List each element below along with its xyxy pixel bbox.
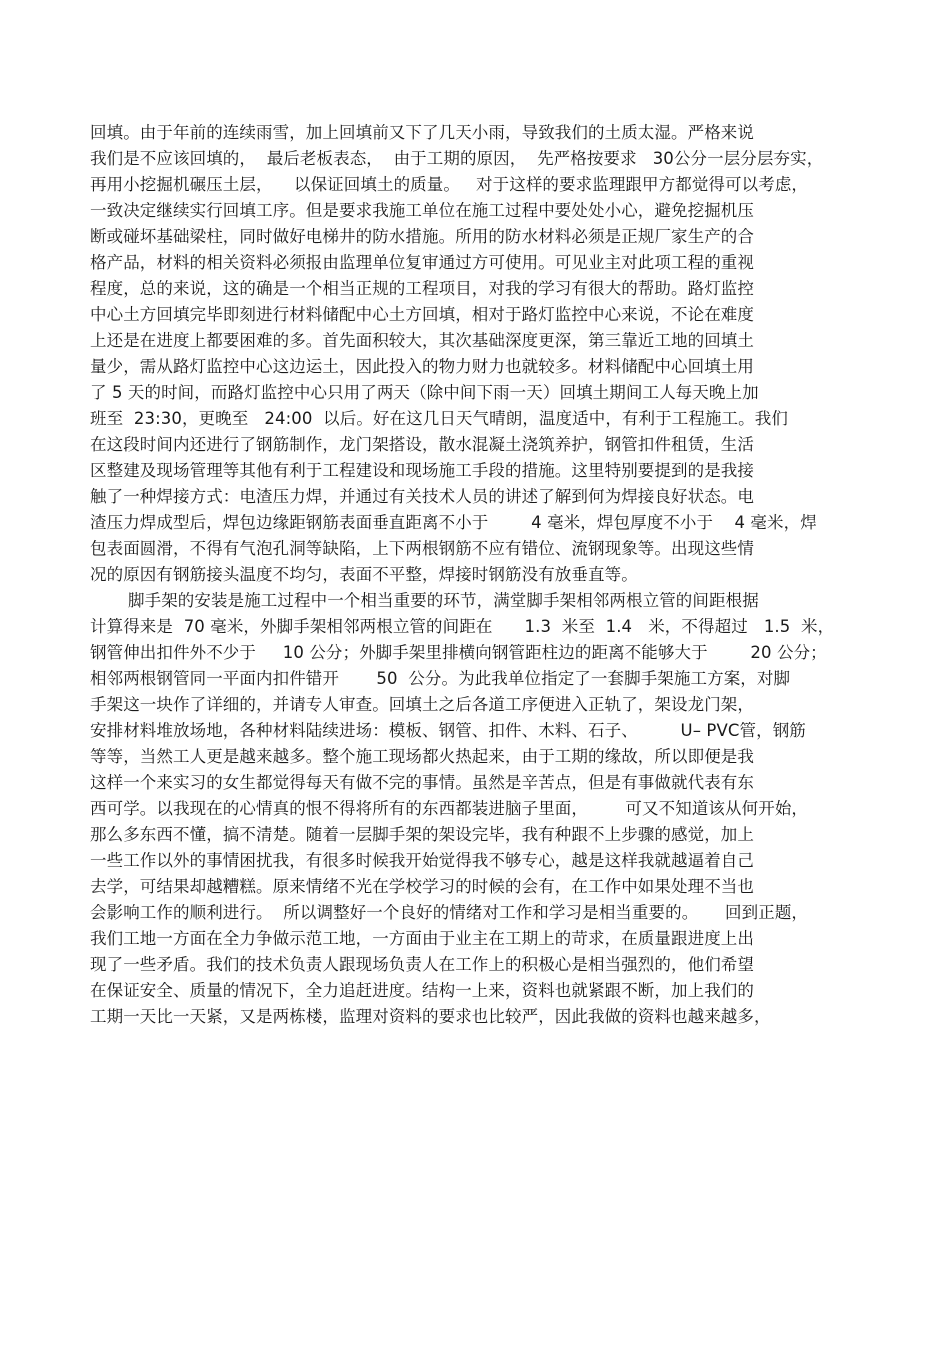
- text-line: 程度，总的来说，这的确是一个相当正规的工程项目，对我的学习有很大的帮助。路灯监控: [90, 279, 754, 298]
- text-line: 相邻两根钢管同一平面内扣件错开 50 公分。为此我单位指定了一套脚手架施工方案，对脚: [90, 669, 791, 688]
- text-line: 上还是在进度上都要困难的多。首先面积较大，其次基础深度更深，第三靠近工地的回填土: [90, 331, 754, 350]
- text-line: 会影响工作的顺利进行。 所以调整好一个良好的情绪对工作和学习是相当重要的。 回到正题，: [90, 903, 809, 922]
- text-line: 钢管伸出扣件外不少于 10 公分；外脚手架里排横向钢管距柱边的距离不能够大于 20 公分；: [90, 643, 827, 662]
- text-line: 了 5 天的时间，而路灯监控中心只用了两天（除中间下雨一天）回填土期间工人每天晚上加: [90, 383, 759, 402]
- text-line: 我们工地一方面在全力争做示范工地，一方面由于业主在工期上的苛求，在质量跟进度上出: [90, 929, 754, 948]
- text-line: 手架这一块作了详细的，并请专人审查。回填土之后各道工序便进入正轨了，架设龙门架，: [90, 695, 754, 714]
- text-line: 再用小挖掘机碾压土层， 以保证回填土的质量。 对于这样的要求监理跟甲方都觉得可以考虑，: [90, 175, 809, 194]
- text-line: 那么多东西不懂，搞不清楚。随着一层脚手架的架设完毕，我有种跟不上步骤的感觉，加上: [90, 825, 754, 844]
- text-line: 回填。由于年前的连续雨雪，加上回填前又下了几天小雨，导致我们的土质太湿。严格来说: [90, 123, 754, 142]
- text-line: 一些工作以外的事情困扰我，有很多时候我开始觉得我不够专心，越是这样我就越逼着自己: [90, 851, 754, 870]
- text-line: 工期一天比一天紧，又是两栋楼，监理对资料的要求也比较严，因此我做的资料也越来越多，: [90, 1007, 771, 1026]
- paragraph-start-line: 脚手架的安装是施工过程中一个相当重要的环节，满堂脚手架相邻两根立管的间距根据: [128, 591, 759, 610]
- body-text: [90, 120, 865, 1030]
- text-line: 包表面圆滑，不得有气泡孔洞等缺陷，上下两根钢筋不应有错位、流钢现象等。出现这些情: [90, 539, 754, 558]
- text-line: 渣压力焊成型后，焊包边缘距钢筋表面垂直距离不小于 4 毫米，焊包厚度不小于 4 毫米，焊: [90, 513, 817, 532]
- text-line: 触了一种焊接方式：电渣压力焊，并通过有关技术人员的讲述了解到何为焊接良好状态。电: [90, 487, 754, 506]
- text-line: 断或碰坏基础梁柱，同时做好电梯井的防水措施。所用的防水材料必须是正规厂家生产的合: [90, 227, 754, 246]
- text-line: 格产品，材料的相关资料必须报由监理单位复审通过方可使用。可见业主对此项工程的重视: [90, 253, 754, 272]
- text-line: 我们是不应该回填的， 最后老板表态， 由于工期的原因， 先严格按要求 30公分一层分层夯实，: [90, 149, 824, 168]
- text-line: 西可学。以我现在的心情真的恨不得将所有的东西都装进脑子里面， 可又不知道该从何开始，: [90, 799, 809, 818]
- text-line: 在这段时间内还进行了钢筋制作，龙门架搭设，散水混凝土浇筑养护，钢管扣件租赁，生活: [90, 435, 754, 454]
- text-line: 计算得来是 70 毫米，外脚手架相邻两根立管的间距在 1.3 米至 1.4 米，不得超过 1.5 米，: [90, 617, 835, 636]
- text-line: 在保证安全、质量的情况下，全力追赶进度。结构一上来，资料也就紧跟不断，加上我们的: [90, 981, 754, 1000]
- text-line: 安排材料堆放场地，各种材料陆续进场：模板、钢管、扣件、木料、石子、 U– PVC管，钢筋: [90, 721, 806, 740]
- text-line: 班至 23:30，更晚至 24:00 以后。好在这几日天气晴朗，温度适中，有利于工程施工。我们: [90, 409, 788, 428]
- text-line: 中心土方回填完毕即刻进行材料储配中心土方回填，相对于路灯监控中心来说，不论在难度: [90, 305, 754, 324]
- text-line: 去学，可结果却越糟糕。原来情绪不光在学校学习的时候的会有，在工作中如果处理不当也: [90, 877, 754, 896]
- text-line: 一致决定继续实行回填工序。但是要求我施工单位在施工过程中要处处小心，避免挖掘机压: [90, 201, 754, 220]
- text-line: 现了一些矛盾。我们的技术负责人跟现场负责人在工作上的积极心是相当强烈的，他们希望: [90, 955, 754, 974]
- text-line: 区整建及现场管理等其他有利于工程建设和现场施工手段的措施。这里特别要提到的是我接: [90, 461, 754, 480]
- text-line: 量少，需从路灯监控中心这边运土，因此投入的物力财力也就较多。材料储配中心回填土用: [90, 357, 754, 376]
- text-line: 等等，当然工人更是越来越多。整个施工现场都火热起来，由于工期的缘故，所以即便是我: [90, 747, 754, 766]
- text-line: 况的原因有钢筋接头温度不均匀，表面不平整，焊接时钢筋没有放垂直等。: [90, 565, 638, 584]
- text-line: 这样一个来实习的女生都觉得每天有做不完的事情。虽然是辛苦点，但是有事做就代表有东: [90, 773, 754, 792]
